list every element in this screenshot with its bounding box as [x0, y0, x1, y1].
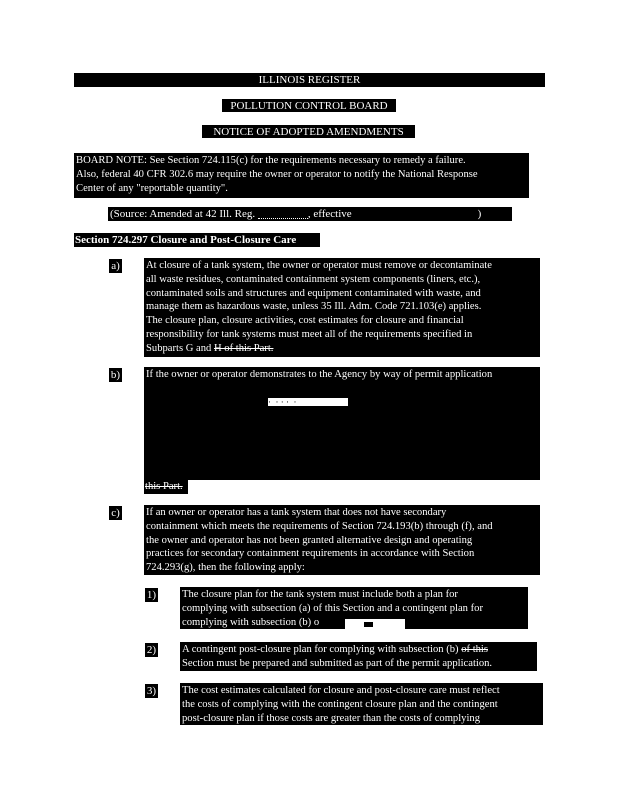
item-b-redaction-marks: · · · · ·: [268, 398, 348, 406]
item-c2-line-1-prefix: A contingent post-closure plan for complying with subsection (b): [182, 644, 462, 655]
board-note: [74, 153, 529, 198]
item-c3-line-2: the costs of complying with the contingent closure plan and the contingent: [182, 698, 498, 710]
item-c1-redaction: [345, 619, 405, 631]
source-close: ): [477, 208, 482, 220]
item-c1-line-2: complying with subsection (a) of this Section and a contingent plan for: [182, 602, 483, 614]
item-b-text: [144, 367, 540, 480]
item-a-label: a): [109, 259, 122, 273]
item-c2-line-2: Section must be prepared and submitted as part of the permit application.: [182, 657, 493, 669]
source-text: (Source: Amended at 42 Ill. Reg.: [110, 208, 258, 220]
item-c-line-2: containment which meets the requirements of Section 724.193(b) through (f), and: [146, 520, 493, 532]
item-c3-label: 3): [146, 685, 157, 697]
item-c1-label: 1): [146, 589, 157, 601]
item-c-line-5: 724.293(g), then the following apply:: [146, 562, 305, 574]
item-c1-line-1: The closure plan for the tank system must include both a plan for: [182, 589, 458, 600]
source-effective: , effective: [307, 208, 352, 220]
item-a-last-prefix: Subparts G and: [146, 342, 214, 354]
item-a-line-7: [146, 342, 538, 356]
item-c-label: c): [109, 506, 122, 520]
item-c2-line-1: [182, 643, 535, 657]
notice-header: NOTICE OF ADOPTED AMENDMENTS: [202, 125, 415, 138]
item-a-text: [144, 258, 540, 357]
source-line: [108, 207, 512, 221]
item-c-line-3: the owner and operator has not been granted alternative design and operating: [146, 534, 473, 546]
item-c2-text: [180, 642, 537, 671]
item-b-tail: [144, 480, 188, 494]
item-b-line-1: If the owner or operator demonstrates to the Agency by way of permit application: [146, 369, 493, 380]
item-a-line-1: At closure of a tank system, the owner or operator must remove or decontaminate: [146, 260, 492, 271]
source-blank: [258, 210, 308, 219]
item-c1-redaction-mark: [364, 622, 373, 627]
item-a-line-2: all waste residues, contaminated containment system components (liners, etc.),: [146, 273, 481, 285]
board-header: POLLUTION CONTROL BOARD: [222, 99, 396, 112]
board-note-line-2: Also, federal 40 CFR 302.6 may require the owner or operator to notify the National Response: [76, 168, 478, 180]
section-heading: Section 724.297 Closure and Post-Closure Care: [74, 233, 320, 247]
item-c-line-4: practices for secondary containment requirements in accordance with Section: [146, 548, 475, 560]
item-a-line-3: contaminated soils and structures and equipment contaminated with waste, and: [146, 287, 481, 299]
item-a-line-4: manage them as hazardous waste, unless 35 Ill. Adm. Code 721.103(e) applies.: [146, 301, 482, 313]
item-c3-line-3: post-closure plan if those costs are greater than the costs of complying: [182, 712, 481, 724]
item-c2-line-1-struck: of this: [461, 644, 488, 655]
board-note-line-1: BOARD NOTE: See Section 724.115(c) for the requirements necessary to remedy a failure.: [76, 155, 466, 166]
item-c3-text: [180, 683, 543, 725]
item-b-struck: this Part.: [145, 481, 183, 492]
item-a-last-struck: H of this Part.: [213, 342, 274, 354]
item-c1-line-3: complying with subsection (b) o: [182, 616, 320, 628]
item-a-line-5: The closure plan, closure activities, cost estimates for closure and financial: [146, 315, 464, 327]
item-c2-label: 2): [146, 644, 157, 656]
item-b-label: b): [110, 369, 121, 381]
source-effective-blank: [352, 209, 478, 219]
register-header: ILLINOIS REGISTER: [74, 73, 545, 87]
item-c-text: [144, 505, 540, 575]
item-c-line-1: If an owner or operator has a tank system that does not have secondary: [146, 507, 447, 518]
board-note-line-3: Center of any "reportable quantity".: [76, 182, 228, 194]
item-a-line-6: responsibility for tank systems must meet all of the requirements specified in: [146, 328, 473, 340]
item-c3-line-1: The cost estimates calculated for closure and post-closure care must reflect: [182, 685, 500, 696]
